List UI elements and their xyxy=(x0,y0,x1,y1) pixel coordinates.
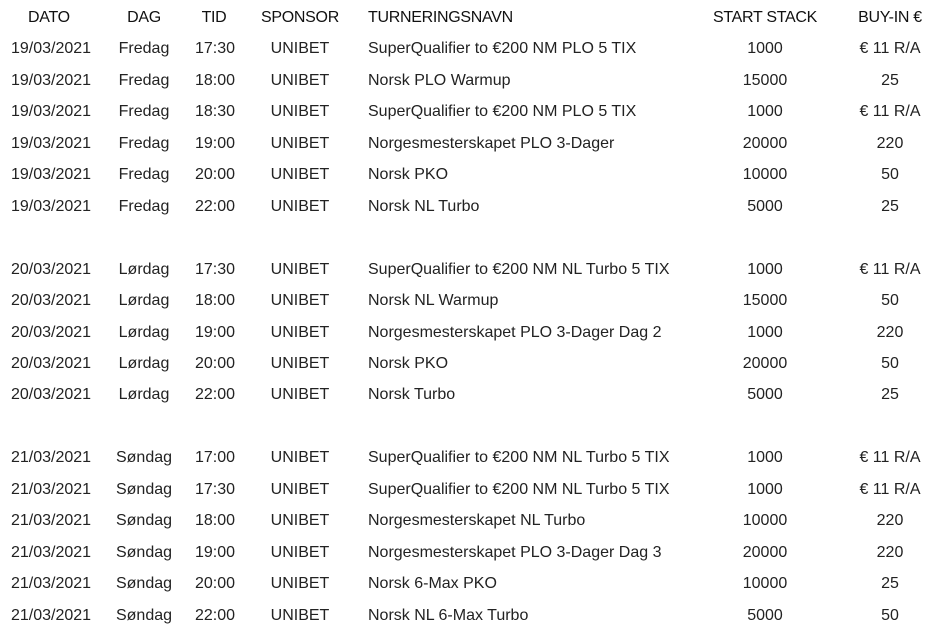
cell-start-stack: 15000 xyxy=(742,292,788,309)
cell-day: Fredag xyxy=(118,40,170,57)
cell-time: 22:00 xyxy=(194,607,236,624)
cell-start-stack: 1000 xyxy=(747,481,783,498)
header-day: DAG xyxy=(127,9,161,26)
cell-date: 19/03/2021 xyxy=(11,198,92,215)
cell-time: 17:30 xyxy=(194,40,236,57)
cell-start-stack: 1000 xyxy=(747,449,783,466)
cell-sponsor: UNIBET xyxy=(270,355,330,372)
cell-buy-in: 50 xyxy=(881,292,899,309)
cell-time: 22:00 xyxy=(194,386,236,403)
cell-time: 17:30 xyxy=(194,261,236,278)
cell-tournament-name: SuperQualifier to €200 NM NL Turbo 5 TIX xyxy=(368,261,670,278)
cell-tournament-name: Norsk 6-Max PKO xyxy=(368,575,497,592)
cell-date: 20/03/2021 xyxy=(11,324,92,341)
cell-date: 20/03/2021 xyxy=(11,355,92,372)
cell-start-stack: 20000 xyxy=(742,135,788,152)
table-row xyxy=(0,475,932,505)
cell-sponsor: UNIBET xyxy=(270,324,330,341)
cell-sponsor: UNIBET xyxy=(270,512,330,529)
cell-sponsor: UNIBET xyxy=(270,292,330,309)
cell-tournament-name: Norgesmesterskapet NL Turbo xyxy=(368,512,586,529)
cell-sponsor: UNIBET xyxy=(270,575,330,592)
cell-date: 20/03/2021 xyxy=(11,261,92,278)
cell-sponsor: UNIBET xyxy=(270,103,330,120)
cell-buy-in: 25 xyxy=(881,198,899,215)
cell-date: 19/03/2021 xyxy=(11,72,92,89)
cell-time: 18:00 xyxy=(194,512,236,529)
table-row xyxy=(0,443,932,473)
cell-time: 19:00 xyxy=(194,544,236,561)
cell-date: 19/03/2021 xyxy=(11,135,92,152)
cell-sponsor: UNIBET xyxy=(270,544,330,561)
cell-date: 21/03/2021 xyxy=(11,449,92,466)
cell-sponsor: UNIBET xyxy=(270,261,330,278)
cell-buy-in: € 11 R/A xyxy=(859,261,921,278)
cell-tournament-name: Norsk Turbo xyxy=(368,386,456,403)
cell-time: 20:00 xyxy=(194,355,236,372)
cell-day: Søndag xyxy=(115,544,173,561)
cell-day: Søndag xyxy=(115,607,173,624)
cell-buy-in: 50 xyxy=(881,607,899,624)
cell-time: 18:00 xyxy=(194,292,236,309)
cell-time: 20:00 xyxy=(194,575,236,592)
cell-date: 21/03/2021 xyxy=(11,544,92,561)
cell-tournament-name: Norsk NL 6-Max Turbo xyxy=(368,607,529,624)
cell-day: Fredag xyxy=(118,198,170,215)
cell-start-stack: 5000 xyxy=(747,607,783,624)
cell-sponsor: UNIBET xyxy=(270,449,330,466)
cell-tournament-name: SuperQualifier to €200 NM PLO 5 TIX xyxy=(368,103,637,120)
cell-buy-in: 50 xyxy=(881,166,899,183)
cell-time: 19:00 xyxy=(194,135,236,152)
cell-buy-in: € 11 R/A xyxy=(859,449,921,466)
table-row xyxy=(0,349,932,379)
cell-start-stack: 1000 xyxy=(747,324,783,341)
header-time: TID xyxy=(201,9,227,26)
cell-buy-in: 220 xyxy=(876,512,904,529)
cell-day: Fredag xyxy=(118,103,170,120)
cell-buy-in: 220 xyxy=(876,135,904,152)
cell-sponsor: UNIBET xyxy=(270,72,330,89)
cell-date: 20/03/2021 xyxy=(11,386,92,403)
cell-start-stack: 10000 xyxy=(742,512,788,529)
header-sponsor: SPONSOR xyxy=(261,9,339,26)
cell-day: Lørdag xyxy=(118,292,170,309)
cell-date: 19/03/2021 xyxy=(11,166,92,183)
cell-tournament-name: Norsk NL Warmup xyxy=(368,292,499,309)
cell-day: Søndag xyxy=(115,575,173,592)
cell-start-stack: 1000 xyxy=(747,103,783,120)
cell-sponsor: UNIBET xyxy=(270,135,330,152)
cell-start-stack: 20000 xyxy=(742,544,788,561)
cell-buy-in: 25 xyxy=(881,72,899,89)
cell-tournament-name: Norgesmesterskapet PLO 3-Dager Dag 3 xyxy=(368,544,662,561)
cell-tournament-name: SuperQualifier to €200 NM NL Turbo 5 TIX xyxy=(368,449,670,466)
cell-start-stack: 5000 xyxy=(747,386,783,403)
table-row xyxy=(0,318,932,348)
cell-time: 19:00 xyxy=(194,324,236,341)
cell-date: 19/03/2021 xyxy=(11,103,92,120)
cell-day: Lørdag xyxy=(118,386,170,403)
cell-time: 17:00 xyxy=(194,449,236,466)
table-row xyxy=(0,192,932,222)
cell-buy-in: 25 xyxy=(881,575,899,592)
cell-day: Fredag xyxy=(118,135,170,152)
cell-start-stack: 10000 xyxy=(742,166,788,183)
header-start-stack: START STACK xyxy=(713,9,817,26)
cell-start-stack: 1000 xyxy=(747,40,783,57)
header-tournament-name: TURNERINGSNAVN xyxy=(368,9,513,26)
cell-day: Fredag xyxy=(118,72,170,89)
cell-day: Søndag xyxy=(115,481,173,498)
cell-tournament-name: SuperQualifier to €200 NM PLO 5 TIX xyxy=(368,40,637,57)
cell-tournament-name: Norsk PKO xyxy=(368,355,449,372)
cell-buy-in: 220 xyxy=(876,324,904,341)
cell-start-stack: 10000 xyxy=(742,575,788,592)
cell-sponsor: UNIBET xyxy=(270,481,330,498)
cell-start-stack: 20000 xyxy=(742,355,788,372)
table-row xyxy=(0,380,932,410)
cell-buy-in: € 11 R/A xyxy=(859,103,921,120)
cell-tournament-name: Norgesmesterskapet PLO 3-Dager Dag 2 xyxy=(368,324,662,341)
cell-date: 21/03/2021 xyxy=(11,481,92,498)
table-row xyxy=(0,601,932,631)
cell-start-stack: 15000 xyxy=(742,72,788,89)
cell-time: 20:00 xyxy=(194,166,236,183)
cell-date: 21/03/2021 xyxy=(11,512,92,529)
cell-sponsor: UNIBET xyxy=(270,166,330,183)
cell-day: Lørdag xyxy=(118,261,170,278)
cell-sponsor: UNIBET xyxy=(270,607,330,624)
cell-start-stack: 1000 xyxy=(747,261,783,278)
cell-sponsor: UNIBET xyxy=(270,40,330,57)
cell-buy-in: € 11 R/A xyxy=(859,40,921,57)
table-row xyxy=(0,129,932,159)
cell-tournament-name: Norsk PKO xyxy=(368,166,449,183)
cell-buy-in: 220 xyxy=(876,544,904,561)
table-row xyxy=(0,97,932,127)
table-row xyxy=(0,34,932,64)
cell-buy-in: 25 xyxy=(881,386,899,403)
table-row xyxy=(0,286,932,316)
cell-buy-in: 50 xyxy=(881,355,899,372)
table-row xyxy=(0,538,932,568)
cell-sponsor: UNIBET xyxy=(270,198,330,215)
cell-day: Søndag xyxy=(115,512,173,529)
cell-time: 17:30 xyxy=(194,481,236,498)
cell-tournament-name: Norsk NL Turbo xyxy=(368,198,480,215)
cell-day: Fredag xyxy=(118,166,170,183)
cell-sponsor: UNIBET xyxy=(270,386,330,403)
cell-time: 22:00 xyxy=(194,198,236,215)
cell-date: 21/03/2021 xyxy=(11,575,92,592)
cell-day: Søndag xyxy=(115,449,173,466)
cell-time: 18:30 xyxy=(194,103,236,120)
table-row xyxy=(0,160,932,190)
cell-tournament-name: SuperQualifier to €200 NM NL Turbo 5 TIX xyxy=(368,481,670,498)
cell-time: 18:00 xyxy=(194,72,236,89)
table-row xyxy=(0,569,932,599)
table-row xyxy=(0,66,932,96)
cell-start-stack: 5000 xyxy=(747,198,783,215)
table-row xyxy=(0,506,932,536)
cell-tournament-name: Norgesmesterskapet PLO 3-Dager xyxy=(368,135,615,152)
cell-date: 19/03/2021 xyxy=(11,40,92,57)
header-buy-in: BUY-IN € xyxy=(858,9,922,26)
cell-date: 20/03/2021 xyxy=(11,292,92,309)
table-header xyxy=(0,3,932,33)
cell-day: Lørdag xyxy=(118,324,170,341)
cell-day: Lørdag xyxy=(118,355,170,372)
cell-tournament-name: Norsk PLO Warmup xyxy=(368,72,511,89)
table-row xyxy=(0,255,932,285)
cell-buy-in: € 11 R/A xyxy=(859,481,921,498)
header-date: DATO xyxy=(28,9,70,26)
cell-date: 21/03/2021 xyxy=(11,607,92,624)
